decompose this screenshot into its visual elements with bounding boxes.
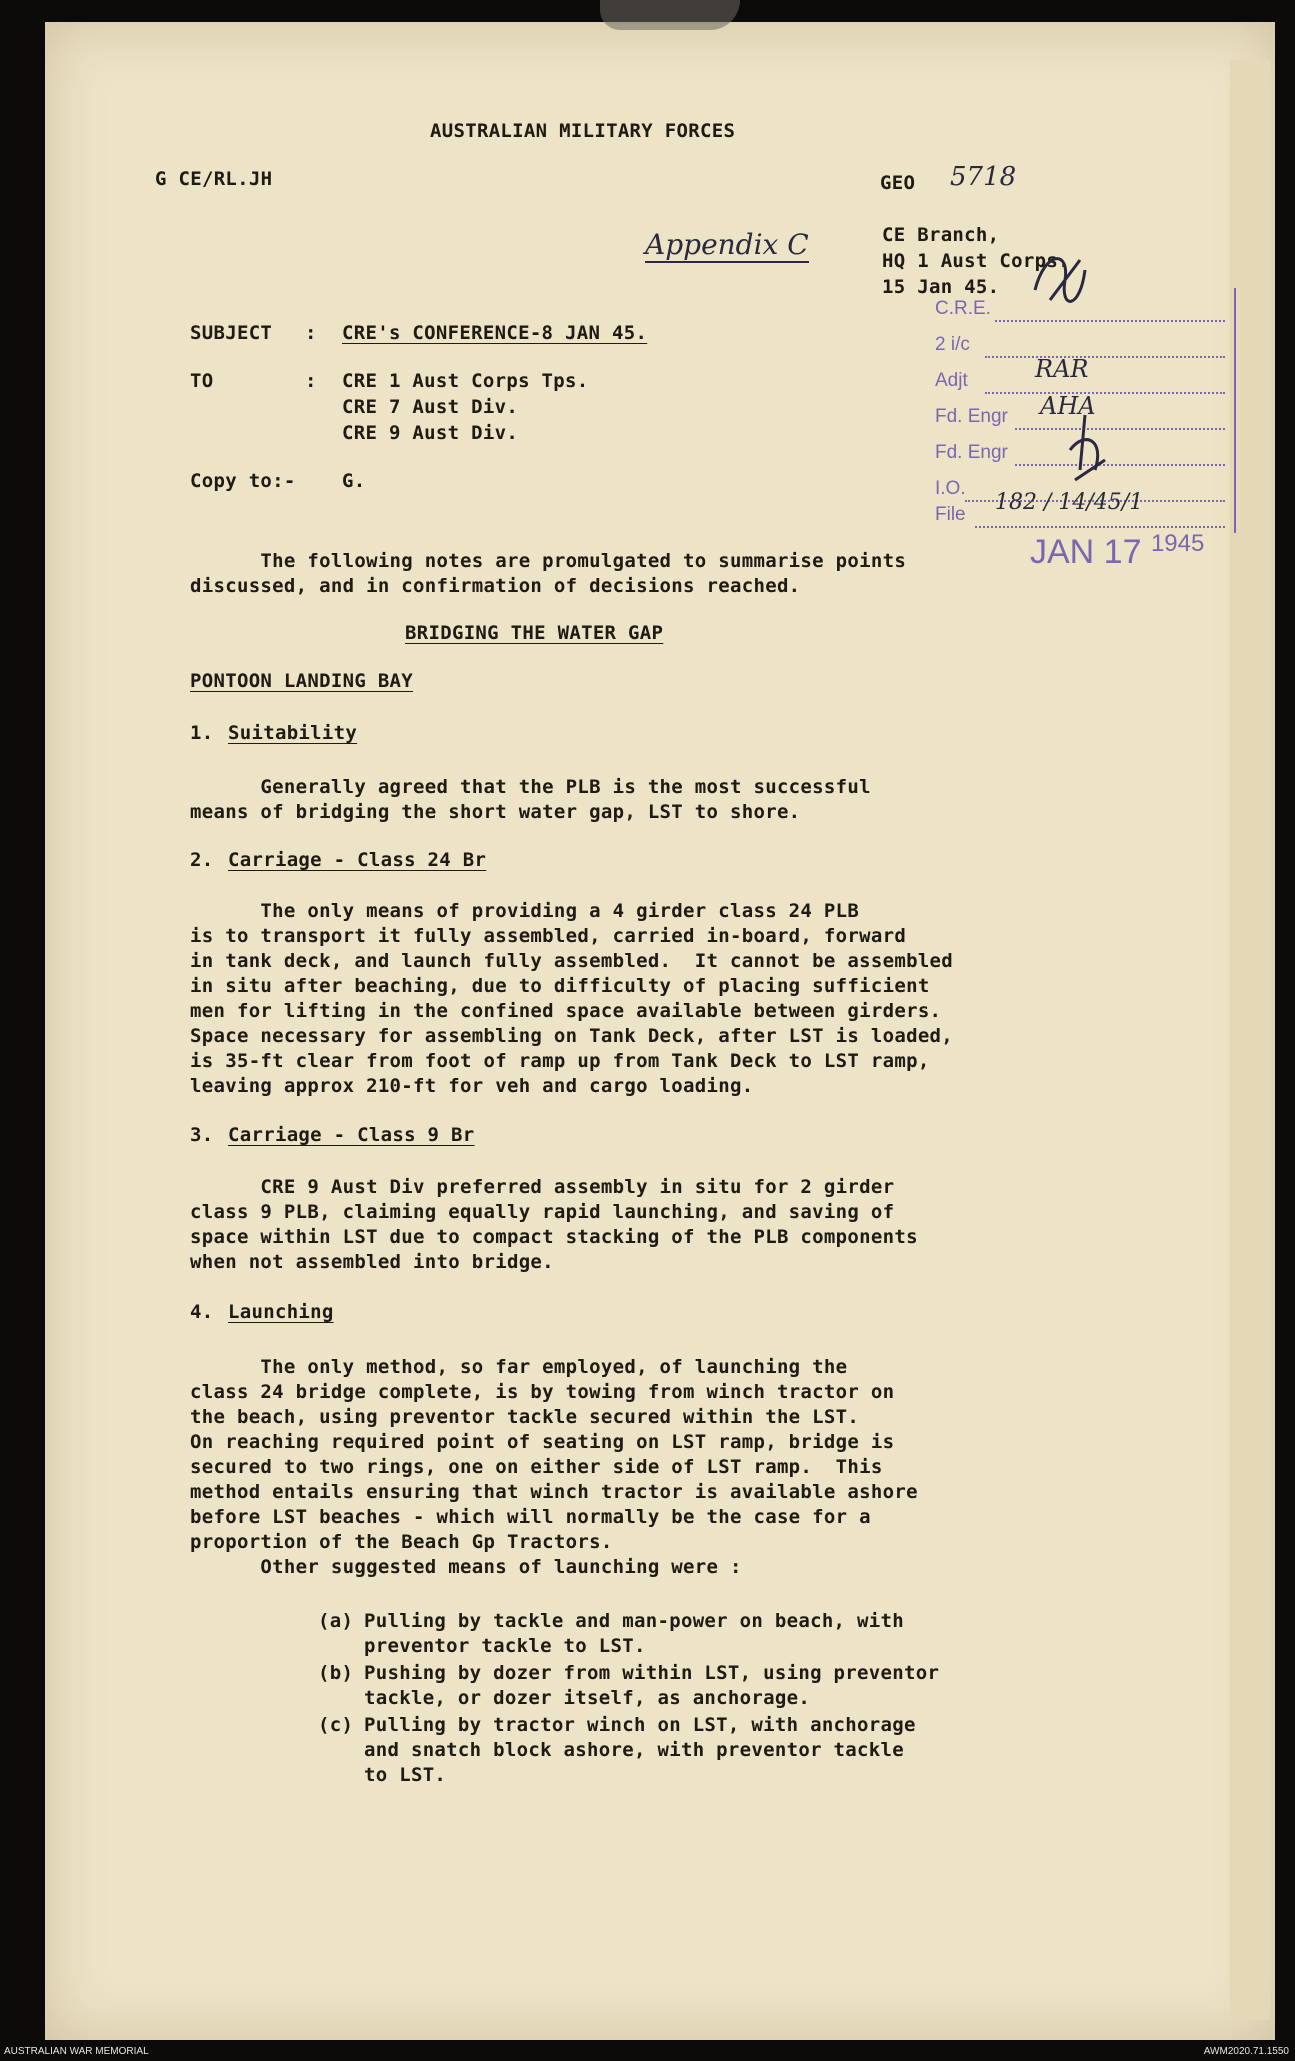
- to-recipient-1: CRE 1 Aust Corps Tps.: [342, 370, 589, 392]
- stamp-label-fd-engr-1: Fd. Engr: [935, 406, 1008, 427]
- paper-tear: [600, 0, 740, 30]
- body-line: men for lifting in the confined space available between girders.: [190, 1000, 942, 1022]
- stamp-label-io: I.O.: [935, 478, 966, 499]
- stamp-line: [985, 356, 1225, 358]
- body-line: class 24 bridge complete, is by towing from winch tractor on: [190, 1381, 895, 1403]
- main-heading: BRIDGING THE WATER GAP: [405, 622, 664, 644]
- body-line: the beach, using preventor tackle secured within the LST.: [190, 1406, 860, 1428]
- section-number: 1.: [190, 722, 214, 744]
- stamp-line: [1015, 428, 1225, 430]
- option-label: (c): [318, 1714, 354, 1736]
- option-line: Pushing by dozer from within LST, using preventor: [364, 1662, 940, 1684]
- origin-line-2: HQ 1 Aust Corps.: [882, 250, 1070, 272]
- body-line: in tank deck, and launch fully assembled. It cannot be assembled: [190, 950, 954, 972]
- stamp-initials-adjt: RAR: [1035, 355, 1089, 383]
- origin-line-1: CE Branch,: [882, 224, 1000, 246]
- organisation-heading: AUSTRALIAN MILITARY FORCES: [430, 120, 736, 142]
- option-line: to LST.: [364, 1764, 447, 1786]
- body-line: Space necessary for assembling on Tank Deck, after LST is loaded,: [190, 1025, 954, 1047]
- stamp-initials-fd-engr: AHA: [1040, 392, 1096, 420]
- option-line: Pulling by tractor winch on LST, with anchorage: [364, 1714, 916, 1736]
- to-recipient-3: CRE 9 Aust Div.: [342, 422, 519, 444]
- signature-scribble: [1025, 240, 1095, 320]
- section-heading: PONTOON LANDING BAY: [190, 670, 414, 692]
- to-recipient-2: CRE 7 Aust Div.: [342, 396, 519, 418]
- subject-label: SUBJECT: [190, 322, 273, 344]
- section-title: Launching: [228, 1301, 334, 1323]
- date-stamp-day: JAN 17: [1030, 533, 1142, 571]
- section-title: Carriage - Class 9 Br: [228, 1124, 475, 1146]
- copy-to-value: G.: [342, 470, 366, 492]
- stamp-line: [1015, 464, 1225, 466]
- option-label: (a): [318, 1610, 354, 1632]
- file-reference: G CE/RL.JH: [155, 168, 273, 190]
- section-number: 3.: [190, 1124, 214, 1146]
- body-line: proportion of the Beach Gp Tractors.: [190, 1531, 613, 1553]
- geo-label: GEO: [880, 172, 916, 194]
- stamp-label-file: File: [935, 504, 966, 525]
- field-separator: :: [305, 370, 317, 392]
- body-line: when not assembled into bridge.: [190, 1251, 554, 1273]
- footer-accession: AWM2020.71.1550: [1203, 2046, 1289, 2057]
- body-line: space within LST due to compact stacking of the PLB components: [190, 1226, 918, 1248]
- section-number: 4.: [190, 1301, 214, 1323]
- body-line: The only means of providing a 4 girder class 24 PLB: [190, 900, 860, 922]
- stamp-file-number: 182 / 14/45/1: [995, 490, 1144, 515]
- section-title: Suitability: [228, 722, 358, 744]
- intro-line: discussed, and in confirmation of decisions reached.: [190, 575, 801, 597]
- appendix-handwritten: Appendix C: [645, 228, 809, 261]
- stamp-label-fd-engr-2: Fd. Engr: [935, 442, 1008, 463]
- intro-line: The following notes are promulgated to summarise points: [190, 550, 907, 572]
- body-line: On reaching required point of seating on LST ramp, bridge is: [190, 1431, 895, 1453]
- body-line: is 35-ft clear from foot of ramp up from Tank Deck to LST ramp,: [190, 1050, 930, 1072]
- stamp-label-cre: C.R.E.: [935, 298, 991, 319]
- date-stamp-year: 1945: [1150, 530, 1205, 557]
- option-label: (b): [318, 1662, 354, 1684]
- body-line: in situ after beaching, due to difficulty of placing sufficient: [190, 975, 930, 997]
- body-line: method entails ensuring that winch tractor is available ashore: [190, 1481, 918, 1503]
- body-line: class 9 PLB, claiming equally rapid launching, and saving of: [190, 1201, 895, 1223]
- option-line: and snatch block ashore, with preventor tackle: [364, 1739, 904, 1761]
- geo-number-handwritten: 5718: [950, 162, 1017, 192]
- body-line: means of bridging the short water gap, LST to shore.: [190, 801, 801, 823]
- section-title: Carriage - Class 24 Br: [228, 849, 487, 871]
- body-line: leaving approx 210-ft for veh and cargo loading.: [190, 1075, 754, 1097]
- option-line: Pulling by tackle and man-power on beach, with: [364, 1610, 904, 1632]
- stamp-line: [995, 320, 1225, 322]
- stamp-label-adjt: Adjt: [935, 370, 968, 391]
- section-number: 2.: [190, 849, 214, 871]
- to-label: TO: [190, 370, 214, 392]
- copy-to-label: Copy to:-: [190, 470, 296, 492]
- body-line: secured to two rings, one on either side of LST ramp. This: [190, 1456, 883, 1478]
- paper-edge: [1230, 60, 1270, 2020]
- field-separator: :: [305, 322, 317, 344]
- date-stamp: [1030, 530, 1204, 572]
- signature-scribble: [1065, 410, 1115, 490]
- footer-institution: AUSTRALIAN WAR MEMORIAL: [4, 2046, 149, 2057]
- option-line: tackle, or dozer itself, as anchorage.: [364, 1687, 811, 1709]
- body-line: Generally agreed that the PLB is the most successful: [190, 776, 871, 798]
- subject-text: CRE's CONFERENCE-8 JAN 45.: [342, 322, 648, 344]
- body-line: The only method, so far employed, of launching the: [190, 1356, 848, 1378]
- stamp-label-2ic: 2 i/c: [935, 334, 970, 355]
- body-line: CRE 9 Aust Div preferred assembly in situ for 2 girder: [190, 1176, 895, 1198]
- body-line: before LST beaches - which will normally be the case for a: [190, 1506, 871, 1528]
- stamp-line: [975, 526, 1225, 528]
- origin-line-3: 15 Jan 45.: [882, 276, 1000, 298]
- body-line: Other suggested means of launching were :: [190, 1556, 742, 1578]
- body-line: is to transport it fully assembled, carried in-board, forward: [190, 925, 907, 947]
- option-line: preventor tackle to LST.: [364, 1635, 646, 1657]
- stamp-line: [985, 392, 1225, 394]
